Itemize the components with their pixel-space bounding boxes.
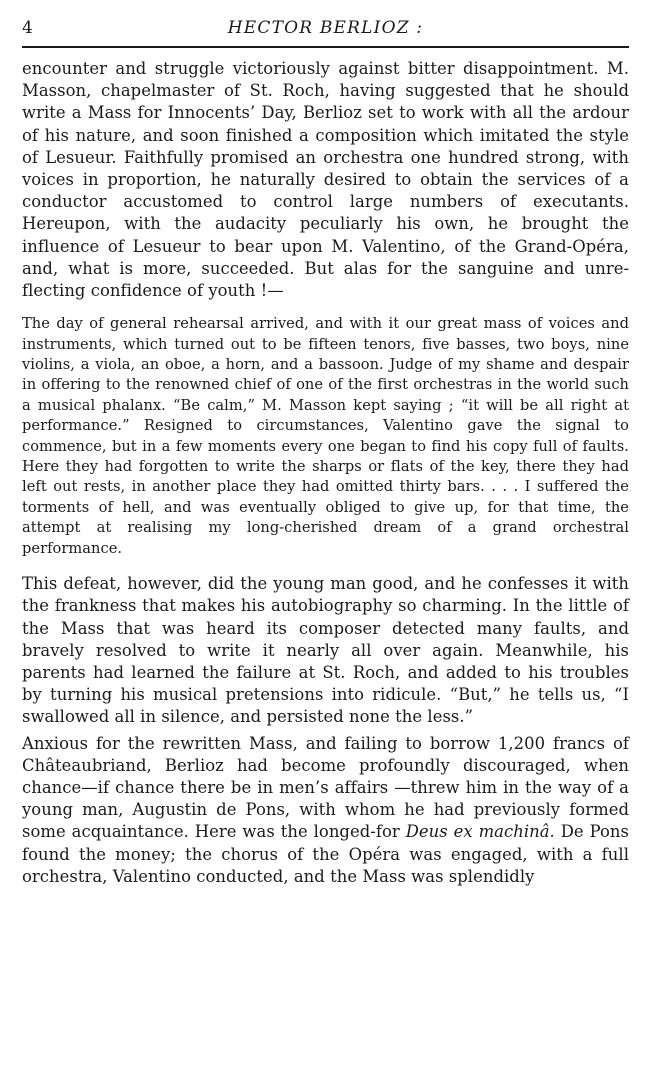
page-number: 4 bbox=[22, 18, 33, 38]
paragraph-1: encounter and struggle victoriously against bitter disappointment. M. Masson, chapelmaster of St. Roch, having suggested that he should write a Mass for Innocents’ Day, Berlioz set to work with all the ardour of his nature, and soon finished a composition which imitated the style of Lesueur. Faithfully promised an orchestra one hundred strong, with voices in proportion, he naturally desired to obtain the services of a conductor accustomed to control large numbers of executants. Hereupon, with the audacity peculiarly his own, he brought the influence of Lesueur to bear upon M. Valentino, of the Grand-Opéra, and, what is more, succeeded. But alas for the sanguine and unreflecting confidence of youth !— bbox=[22, 59, 629, 301]
paragraph-4-italic-phrase: Deus ex machinâ. bbox=[405, 822, 555, 842]
paragraph-3: This defeat, however, did the young man good, and he confesses it with the frankness that makes his autobiography so charming. In the little of the Mass that was heard its composer detected many faults, and bravely resolved to write it nearly all over again. Meanwhile, his parents had learned the failure at St. Roch, and added to his troubles by turning his musical pretensions into ridicule. “But,” he tells us, “I swallowed all in silence, and persisted none the less.” bbox=[22, 574, 629, 727]
running-title: HECTOR BERLIOZ : bbox=[227, 18, 424, 38]
header-rule bbox=[22, 46, 629, 48]
paragraph-4-text-after: De Pons found the money; the chorus of the Opéra was engaged, with a full orchestra, Valentino conducted, and the Mass was splendidly bbox=[22, 822, 629, 886]
paragraph-4 bbox=[22, 733, 629, 888]
paragraph-4-text-before: Anxious for the rewritten Mass, and failing to borrow 1,200 francs of Châteaubriand, Berlioz had become profoundly discouraged, when chance—if chance there be in men’s affairs —threw him in the way of a young man, Augustin de Pons, with whom he had previously formed some acquaintance. Here was the longed-for bbox=[22, 733, 629, 842]
paragraph-2-quotation: The day of general rehearsal arrived, and with it our great mass of voices and instruments, which turned out to be fifteen tenors, five basses, two boys, nine violins, a viola, an oboe, a horn, and a bassoon. Judge of my shame and despair in offering to the renowned chief of one of the first orchestras in the world such a musical phalanx. “Be calm,” M. Masson kept saying ; “it will be all right at performance.” Resigned to circumstances, Valentino gave the signal to commence, but in a few moments every one began to find his copy full of faults. Here they had forgotten to write the sharps or flats of the key, there they had left out rests, in another place they had omitted thirty bars. . . . I suffered the torments of hell, and was eventually obliged to give up, for that time, the attempt at realising my long-cherished dream of a grand orchestral performance. bbox=[22, 315, 629, 557]
running-head bbox=[22, 18, 629, 46]
